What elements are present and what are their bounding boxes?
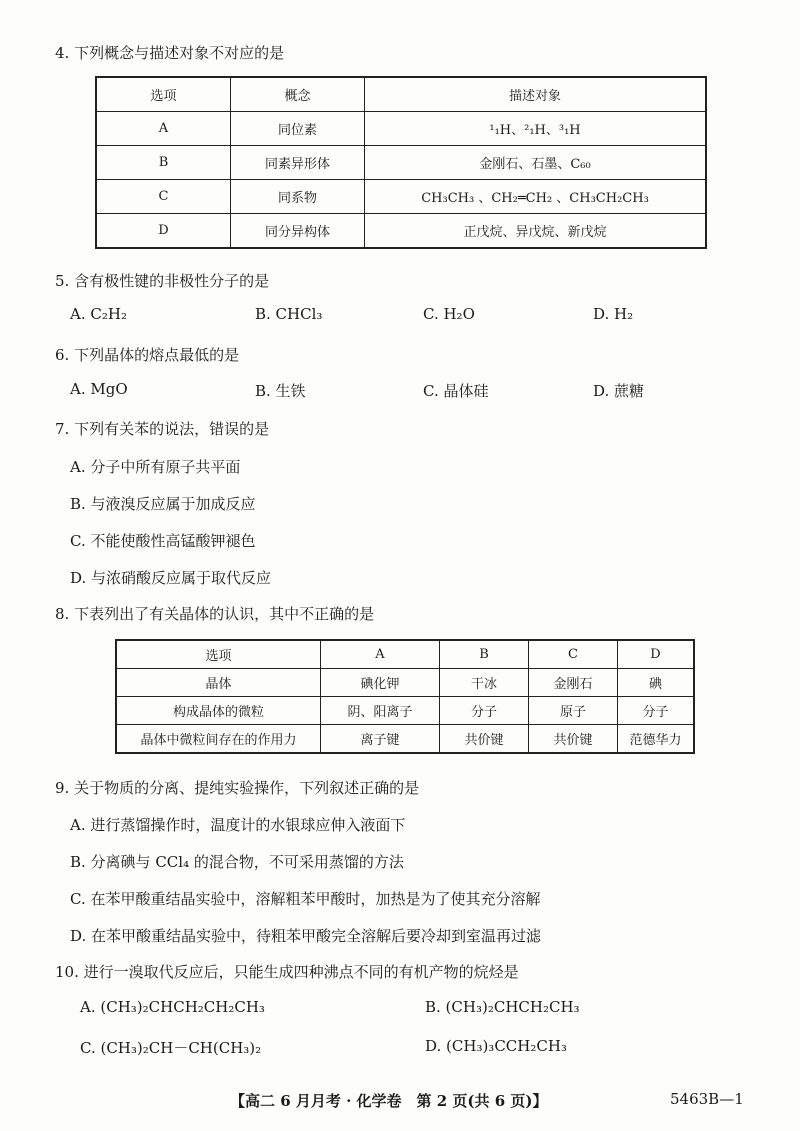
q5-stem: 5. 含有极性键的非极性分子的是 bbox=[55, 272, 270, 290]
q7-option-d: D. 与浓硝酸反应属于取代反应 bbox=[70, 569, 272, 587]
header-concept: 概念 bbox=[231, 77, 365, 112]
cell-object: CH₃CH₃ 、CH₂═CH₂ 、CH₃CH₂CH₃ bbox=[365, 180, 707, 214]
cell-concept: 同位素 bbox=[231, 112, 365, 146]
q7-option-c: C. 不能使酸性高锰酸钾褪色 bbox=[70, 532, 256, 550]
q9-option-d: D. 在苯甲酸重结晶实验中，待粗苯甲酸完全溶解后要冷却到室温再过滤 bbox=[70, 927, 542, 945]
table-header-row bbox=[96, 77, 706, 112]
paper-code: 5463B—1 bbox=[670, 1090, 744, 1108]
header-d: D bbox=[618, 640, 695, 669]
q5-option-b: B. CHCl₃ bbox=[255, 305, 323, 323]
cell-opt: B bbox=[96, 146, 231, 180]
q7-stem: 7. 下列有关苯的说法，错误的是 bbox=[55, 420, 270, 438]
q5-option-d: D. H₂ bbox=[593, 305, 634, 323]
row-label: 晶体中微粒间存在的作用力 bbox=[116, 725, 321, 754]
cell-opt: C bbox=[96, 180, 231, 214]
cell-concept: 同系物 bbox=[231, 180, 365, 214]
q10-stem: 10. 进行一溴取代反应后，只能生成四种沸点不同的有机产物的烷烃是 bbox=[55, 963, 519, 981]
q7-option-b: B. 与液溴反应属于加成反应 bbox=[70, 495, 256, 513]
cell: 共价键 bbox=[529, 725, 618, 754]
q6-option-b: B. 生铁 bbox=[255, 382, 306, 400]
q10-option-a: A. (CH₃)₂CHCH₂CH₂CH₃ bbox=[80, 998, 265, 1016]
table-row bbox=[96, 146, 706, 180]
row-label: 晶体 bbox=[116, 669, 321, 697]
q7-option-a: A. 分子中所有原子共平面 bbox=[70, 458, 241, 476]
cell: 干冰 bbox=[440, 669, 529, 697]
page-footer: 【高二 6 月月考 · 化学卷 第 2 页(共 6 页)】 bbox=[230, 1092, 548, 1110]
cell: 碘 bbox=[618, 669, 695, 697]
cell: 分子 bbox=[440, 697, 529, 725]
cell: 共价键 bbox=[440, 725, 529, 754]
q6-stem: 6. 下列晶体的熔点最低的是 bbox=[55, 346, 240, 364]
cell-object: 正戊烷、异戊烷、新戊烷 bbox=[365, 214, 707, 249]
table-header-row bbox=[116, 640, 694, 669]
table-row bbox=[96, 214, 706, 249]
cell: 离子键 bbox=[321, 725, 440, 754]
table-row bbox=[116, 725, 694, 754]
cell-opt: A bbox=[96, 112, 231, 146]
cell: 阴、阳离子 bbox=[321, 697, 440, 725]
q10-option-d: D. (CH₃)₃CCH₂CH₃ bbox=[425, 1037, 567, 1055]
q9-option-b: B. 分离碘与 CCl₄ 的混合物，不可采用蒸馏的方法 bbox=[70, 853, 404, 871]
q6-option-d: D. 蔗糖 bbox=[593, 382, 645, 400]
q10-option-c: C. (CH₃)₂CH－CH(CH₃)₂ bbox=[80, 1039, 262, 1057]
table-row bbox=[96, 180, 706, 214]
cell: 分子 bbox=[618, 697, 695, 725]
q4-stem: 4. 下列概念与描述对象不对应的是 bbox=[55, 44, 285, 62]
q8-table bbox=[115, 639, 695, 754]
cell-opt: D bbox=[96, 214, 231, 249]
q6-option-a: A. MgO bbox=[70, 380, 128, 398]
row-label: 构成晶体的微粒 bbox=[116, 697, 321, 725]
q9-option-a: A. 进行蒸馏操作时，温度计的水银球应伸入液面下 bbox=[70, 816, 406, 834]
q6-option-c: C. 晶体硅 bbox=[423, 382, 489, 400]
q4-table bbox=[95, 76, 707, 249]
header-option: 选项 bbox=[96, 77, 231, 112]
cell-object: ¹₁H、²₁H、³₁H bbox=[365, 112, 707, 146]
q9-option-c: C. 在苯甲酸重结晶实验中，溶解粗苯甲酸时，加热是为了使其充分溶解 bbox=[70, 890, 541, 908]
cell-concept: 同素异形体 bbox=[231, 146, 365, 180]
cell: 范德华力 bbox=[618, 725, 695, 754]
header-a: A bbox=[321, 640, 440, 669]
table-row bbox=[96, 112, 706, 146]
header-b: B bbox=[440, 640, 529, 669]
header-option: 选项 bbox=[116, 640, 321, 669]
q5-option-a: A. C₂H₂ bbox=[70, 305, 127, 323]
q9-stem: 9. 关于物质的分离、提纯实验操作，下列叙述正确的是 bbox=[55, 779, 420, 797]
cell-concept: 同分异构体 bbox=[231, 214, 365, 249]
header-object: 描述对象 bbox=[365, 77, 707, 112]
table-row bbox=[116, 669, 694, 697]
table-row bbox=[116, 697, 694, 725]
q8-stem: 8. 下表列出了有关晶体的认识，其中不正确的是 bbox=[55, 605, 375, 623]
cell: 碘化钾 bbox=[321, 669, 440, 697]
cell: 金刚石 bbox=[529, 669, 618, 697]
q5-option-c: C. H₂O bbox=[423, 305, 475, 323]
cell-object: 金刚石、石墨、C₆₀ bbox=[365, 146, 707, 180]
cell: 原子 bbox=[529, 697, 618, 725]
header-c: C bbox=[529, 640, 618, 669]
q10-option-b: B. (CH₃)₂CHCH₂CH₃ bbox=[425, 998, 580, 1016]
